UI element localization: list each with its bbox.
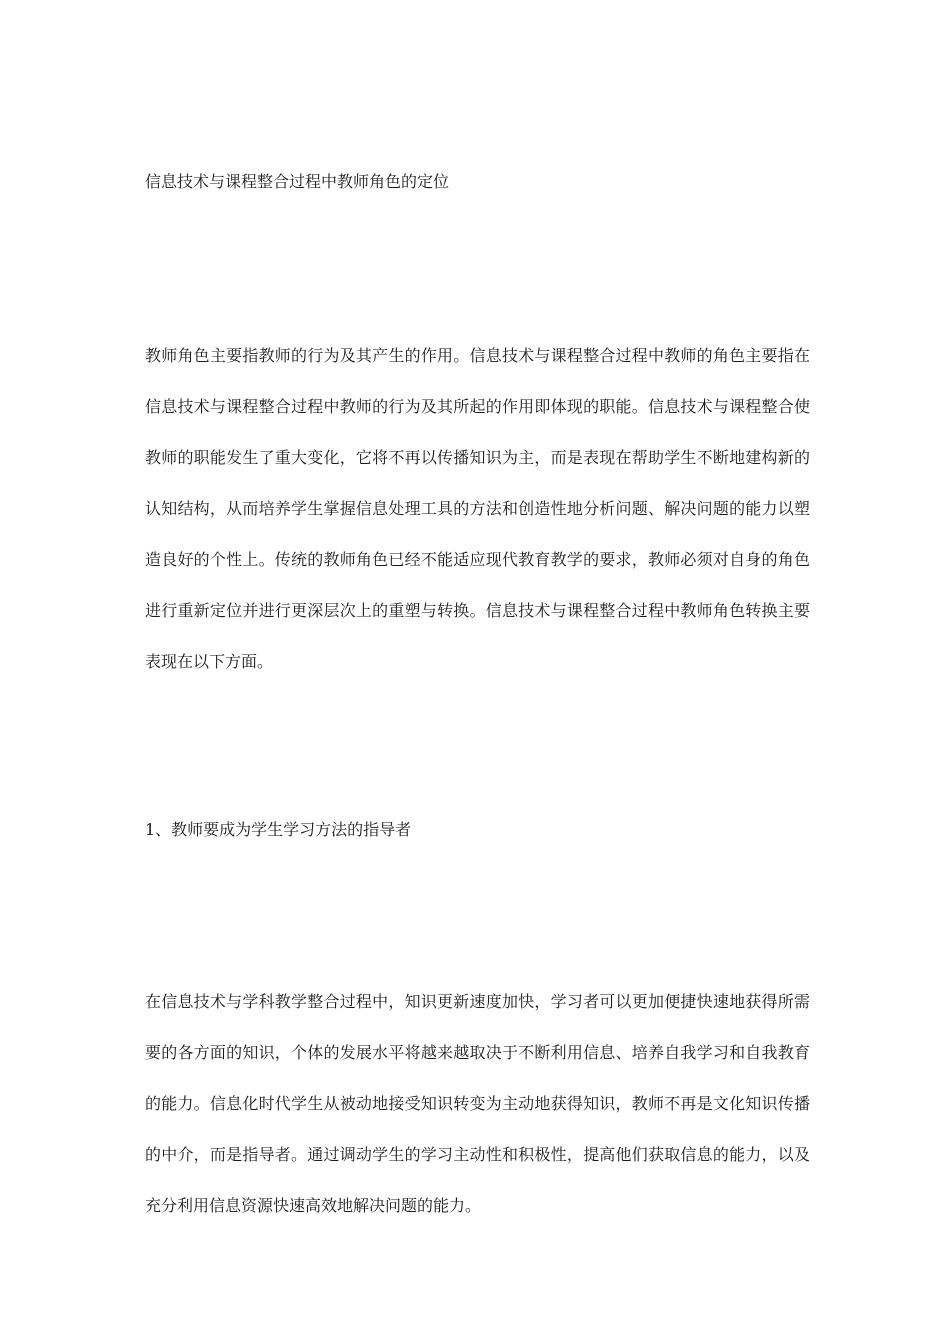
- section-1-heading: 1、教师要成为学生学习方法的指导者: [145, 820, 412, 839]
- document-title: 信息技术与课程整合过程中教师角色的定位: [145, 172, 450, 191]
- intro-paragraph: 教师角色主要指教师的行为及其产生的作用。信息技术与课程整合过程中教师的角色主要指在信息技术与课程整合过程中教师的行为及其所起的作用即体现的职能。信息技术与课程整合使教师的职能发生了重大变化，它将不再以传播知识为主，而是表现在帮助学生不断地建构新的认知结构，从而培养学生掌握信息处理工具的方法和创造性地分析问题、解决问题的能力以塑造良好的个性上。传统的教师角色已经不能适应现代教育教学的要求，教师必须对自身的角色进行重新定位并进行更深层次上的重塑与转换。信息技术与课程整合过程中教师角色转换主要表现在以下方面。: [145, 346, 810, 671]
- section-1-paragraph: 在信息技术与学科教学整合过程中，知识更新速度加快，学习者可以更加便捷快速地获得所需要的各方面的知识，个体的发展水平将越来越取决于不断利用信息、培养自我学习和自我教育的能力。信息化时代学生从被动地接受知识转变为主动地获得知识，教师不再是文化知识传播的中介，而是指导者。通过调动学生的学习主动性和积极性，提高他们获取信息的能力，以及充分利用信息资源快速高效地解决问题的能力。: [145, 992, 810, 1215]
